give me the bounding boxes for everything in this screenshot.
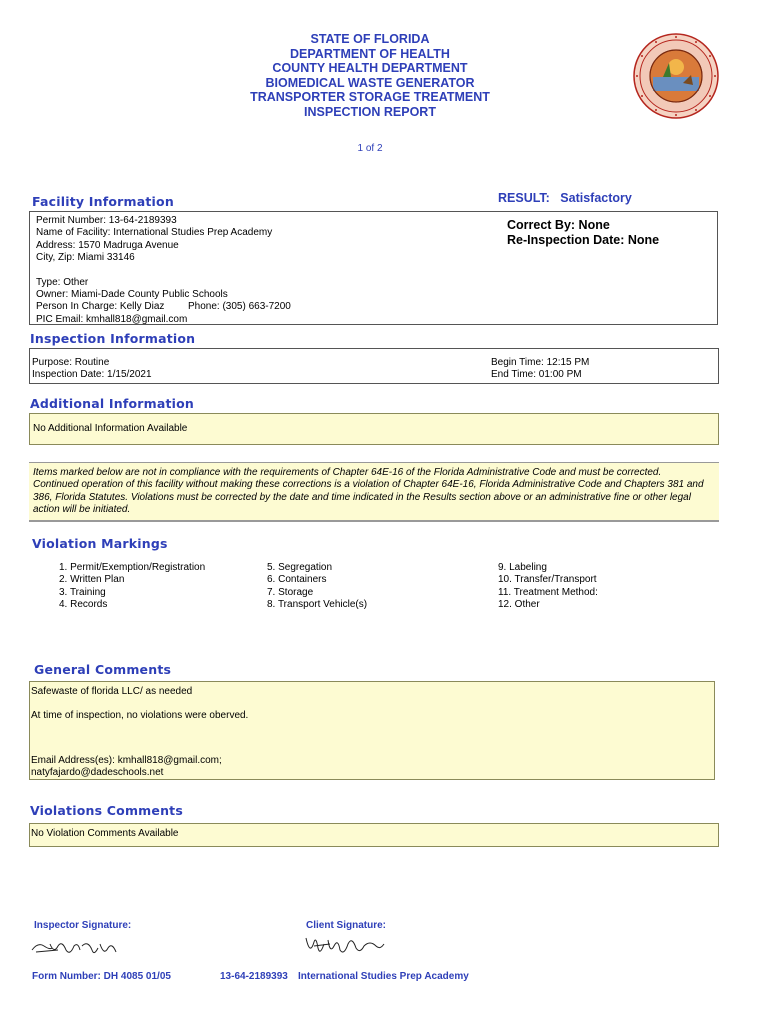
violation-item: 1. Permit/Exemption/Registration [59,562,206,573]
phone: Phone: (305) 663-7200 [187,301,291,313]
notice-text [33,467,704,516]
person-in-charge: Person In Charge: Kelly Diaz [36,301,165,313]
facility-section-title: Facility Information [32,194,174,209]
notice-line: 386, Florida Statutes. Violations must be corrected by the date and time indicated in the Results section above or an administrative fine or other legal [33,491,691,503]
violation-item: 6. Containers [267,574,327,586]
form-number: Form Number: DH 4085 01/05 [32,971,171,982]
notice-line: action will be initiated. [33,503,131,515]
footer-permit: 13-64-2189393 [220,971,288,982]
result-label: RESULT: [498,191,550,205]
violation-item: 12. Other [498,599,540,611]
facility-type: Type: Other [36,276,89,288]
florida-seal-icon [633,33,719,119]
inspector-signature-label: Inspector Signature: [34,920,132,931]
facility-name: Name of Facility: International Studies Prep Academy [36,227,273,239]
violation-item: 4. Records [59,599,108,611]
violation-item: 9. Labeling [498,562,547,573]
facility-city: City, Zip: Miami 33146 [36,252,135,264]
violation-item: 10. Transfer/Transport [498,574,597,586]
violation-col-3 [498,562,598,612]
page-indicator: 1 of 2 [357,143,383,154]
person-in-charge-row [36,301,291,313]
inspection-right [491,357,589,382]
inspection-purpose: Purpose: Routine [32,357,110,368]
inspector-signature [28,934,123,964]
violation-item: 7. Storage [267,586,314,598]
correct-by: Correct By: None [507,218,610,232]
comment-line: Safewaste of florida LLC/ as needed [31,686,193,697]
violations-comments-text: No Violation Comments Available [31,828,179,839]
header-line: INSPECTION REPORT [304,104,436,119]
inspection-date: Inspection Date: 1/15/2021 [32,369,152,381]
inspection-left [32,357,152,382]
header-line: DEPARTMENT OF HEALTH [290,46,450,61]
comment-line: natyfajardo@dadeschools.net [31,767,164,779]
correction-info [507,218,659,247]
pic-email: PIC Email: kmhall818@gmail.com [36,313,188,325]
additional-text: No Additional Information Available [33,423,188,434]
header-line: COUNTY HEALTH DEPARTMENT [272,61,468,76]
comment-emails [31,755,222,780]
header-line: STATE OF FLORIDA [310,32,430,46]
violation-item: 8. Transport Vehicle(s) [267,599,368,611]
reinspection-date: Re-Inspection Date: None [507,232,660,247]
violation-col-1 [59,562,205,612]
violation-markings-title: Violation Markings [32,536,168,551]
client-signature-label: Client Signature: [306,920,387,931]
violation-item: 2. Written Plan [59,574,125,586]
comment-line: Email Address(es): kmhall818@gmail.com; [31,755,222,766]
facility-owner: Owner: Miami-Dade County Public Schools [36,289,228,301]
facility-details [36,215,291,326]
facility-address: Address: 1570 Madruga Avenue [36,239,179,251]
notice-line: Items marked below are not in compliance with the requirements of Chapter 64E-16 of the Florida Administrative Code and must be corrected. [33,467,662,478]
comment-line: At time of inspection, no violations were oberved. [31,710,249,721]
violations-comments-title: Violations Comments [30,803,183,818]
begin-time: Begin Time: 12:15 PM [491,357,590,368]
permit-number: Permit Number: 13-64-2189393 [36,215,177,226]
footer-facility: International Studies Prep Academy [298,971,469,982]
violation-item: 3. Training [59,586,106,598]
header-line: BIOMEDICAL WASTE GENERATOR [265,75,475,90]
violation-item: 11. Treatment Method: [498,586,598,598]
violation-col-2 [267,562,367,612]
report-header [180,32,560,120]
client-signature [300,932,390,964]
general-comments-title: General Comments [34,662,172,677]
end-time: End Time: 01:00 PM [491,369,582,381]
notice-line: Continued operation of this facility without making these corrections is a violation of Chapter 64E-16, Florida Administrative Code and Chapters 381 and [33,479,704,491]
violation-item: 5. Segregation [267,562,333,573]
result-value: Satisfactory [560,191,632,205]
result-header [498,191,632,205]
header-line: TRANSPORTER STORAGE TREATMENT [250,90,490,105]
inspection-section-title: Inspection Information [30,331,196,346]
additional-section-title: Additional Information [30,396,195,411]
